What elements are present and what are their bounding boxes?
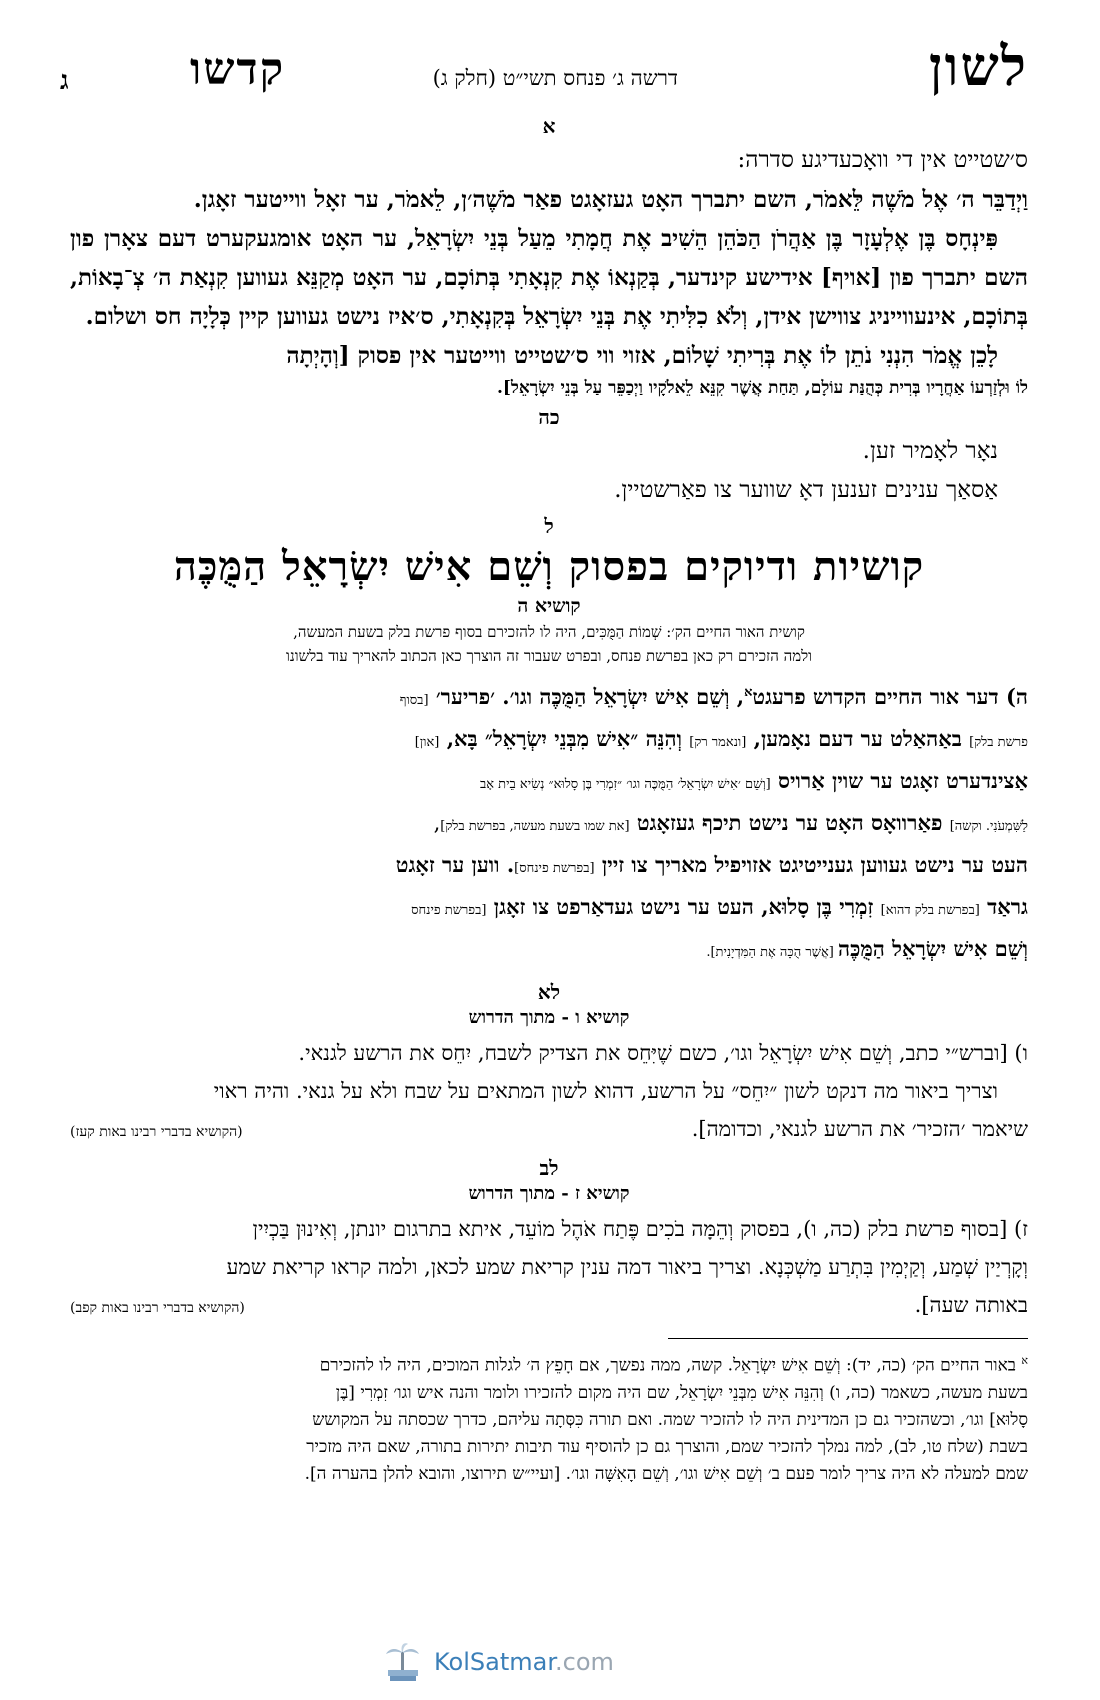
verse-paragraph-1: וַיְדַבֵּר ה׳ אֶל מֹשֶׁה לֵּאמֹר, השם יתברך האָט געזאָגט פאַר מֹשֶׁה׳ן, לֵאמֹר, ער זאָל ווייטער זאָגן. [193,186,1028,213]
kushia-abstract-line-1: קושית האור החיים הק׳: שְׁמוֹת הַמֻּכִּים, היה לו להזכירם בסוף פרשת בלק בשעת המעשה, [293,623,805,641]
kushia-5-line-4 [70,804,1028,846]
kushia-7-reference: (הקושיא בדברי רבינו באות קפב) [70,1300,245,1316]
page-body [70,112,1028,1488]
page-header [60,34,1028,104]
kushia-5-note-d: [און] [414,735,440,750]
kushia-heading-5: קושיא ה [517,595,581,617]
watermark-brand: KolSatmar [434,1648,555,1676]
footnote-line-4: בשבת (שלח טו, לב), למה נמלך להזכיר שמם, והוצרך גם כן להוסיף עוד תיבות יתירות בתורה, שאם היה מזכיר [306,1436,1028,1457]
section-marker-lb: לב [539,1156,559,1180]
kushia-5-note-b: פרשת בלק] [969,735,1028,750]
footnote-line-3: סָלוּא] וגו׳, וכשהזכיר גם כן המדינית היה לו להזכיר שמה. ואם תורה כִּסְּתָה עליהם, כדרך שכסתה על המקושש [312,1409,1028,1430]
kushia-5-text-k: זִמְרִי בֶּן סָלוּא, העט ער נישט געדאַרפט צו זאָגן [486,894,881,919]
kushia-5-note-h: [בפרשת פינחס] [514,861,595,876]
kushia-5-line-6 [70,888,1028,930]
kushia-5-note-c: [ונאמר רק] [689,735,747,750]
footnote-separator [668,1338,1028,1339]
intro-line: ס׳שטייט אין די וואָכעדיגע סדרה: [737,147,1028,173]
kushia-5-text-i: . ווען ער זאָגט [395,852,515,877]
kushia-5-note-a: [בסוף [399,693,429,708]
watermark[interactable] [380,1640,640,1686]
kh-line-2: אַסאַך ענינים זענען דאָ שווער צו פאַרשטיין. [614,477,998,503]
kushia-abstract-line-2: ולמה הזכירם רק כאן בפרשת פנחס, ובפרט שעבור זה הוצרך כאן הכתוב להאריך עוד בלשונו [286,647,812,665]
kushia-5-note-e: [וְשֵׁם ׳אִישׁ יִשְׂרָאֵל׳ הַמֻּכֶּה וגו׳ ״זִמְרִי בֶּן סָלוּא״ נְשִׂיא בֵית אָב [479,777,771,792]
kushia-5-line-5 [70,846,1028,888]
kushia-5-text-g: , [433,811,441,835]
kushia-5-text-f: פאַרוואָס האָט ער נישט תיכף געזאָגט [629,810,950,835]
kushia-5-note-g: [את שמו בשעת מעשה, בפרשת בלק] [440,819,630,834]
kushia-7-line-1: ז) [בסוף פרשת בלק (כה, ו), בפסוק וְהֵמָּה בֹכִים פֶּתַח אֹהֶל מוֹעֵד, איתא בתרגום יונתן, וְאִינוּן בַּכְיִין [252,1217,1028,1241]
kushia-6-last-row [70,1110,1028,1148]
verse-paragraph-2: פִּינְחָס בֶּן אֶלְעָזָר בֶּן אַהֲרֹן הַכֹּהֵן הֵשִׁיב אֶת חֲמָתִי מֵעַל בְּנֵי יִשְׂרָאֵל, ער האָט אומגעקערט דעם צאָרן פון השם יתברך פון [אויף] אידישע קינדער, בְּקַנְאוֹ אֶת קִנְאָתִי בְּתוֹכָם, ער האָט מְקַנֵּא געווען קִנְאַת ה׳ צְ־בָאוֹת, בְּתוֹכָם, אינעווייניג צווישן אידן, וְלֹא כִלִּיתִי אֶת בְּנֵי יִשְׂרָאֵל בְּקִנְאָתִי, ס׳איז נישט געווען קיין כְּלָיָה חס ושלום. [70,225,1028,330]
kushia-5-line-3 [70,762,1028,804]
verse-paragraph-3: לָכֵן אֱמֹר הִנְנִי נֹתֵן לוֹ אֶת בְּרִיתִי שָׁלוֹם, אזוי ווי ס׳שטייט ווייטער אין פסוק [וְהָיְתָה [286,342,998,369]
kushia-5-line-2 [70,720,1028,762]
kushia-6-line-3: שיאמר ׳הזכיר׳ את הרשע לגנאי, וכדומה]. [691,1117,1028,1141]
footnote-line-1 [70,1347,1028,1380]
section-marker-l: ל [544,514,554,538]
kushia-5-text-e: אַצינדערט זאָגט ער שוין אַרויס [770,768,1028,793]
page-number: ג [60,66,69,96]
section-marker-a: א [542,114,556,138]
kushia-5-text-a: ה) דער אור החיים הקדוש פרעגט [752,684,1028,709]
kushia-7-last-row [70,1286,1028,1324]
verse-paragraph-3-continuation: לוֹ וּלְזַרְעוֹ אַחֲרָיו בְּרִית כְּהֻנַּת עוֹלָם, תַּחַת אֲשֶׁר קִנֵּא לֵאלֹקָיו וַיְכַפֵּר עַל בְּנֵי יִשְׂרָאֵל]. [496,378,1028,398]
section-title: קושיות ודיוקים בפסוק וְשֵׁם אִישׁ יִשְׂרָאֵל הַמֻּכֶּה [173,543,925,590]
section-marker-la: לא [537,980,561,1004]
kushia-heading-6: קושיא ו - מתוך הדרוש [468,1007,630,1028]
footnote-line-2: בשעת מעשה, כשאמר (כה, ו) וְהִנֵּה אִישׁ מִבְּנֵי יִשְׂרָאֵל, שם היה מקום להזכירו ולומר והנה איש וגו׳ זִמְרִי [בֶּן [335,1382,1028,1403]
kushia-5-text-l: וְשֵׁם אִישׁ יִשְׂרָאֵל הַמֻּכֶּה [837,936,1028,961]
kushia-5-text-b: , וְשֵׁם אִישׁ יִשְׂרָאֵל הַמֻּכֶּה וגו׳. ׳פריער׳ [435,684,745,709]
kushia-7-line-3: באותה שעה]. [914,1293,1028,1317]
kushia-5-text-c: באַהאַלט ער דעם נאָמען, [746,726,970,751]
kushia-5-line-7 [70,930,1028,972]
footnote-mark: א [1021,1354,1028,1367]
palm-tree-books-icon [380,1640,426,1686]
footnote-text-1: באור החיים הק׳ (כה, יד): וְשֵׁם אִישׁ יִשְׂרָאֵל. קשה, ממה נפשך, אם חָפֵץ ה׳ לגלות המוכים, היה לו להזכירם [319,1355,1016,1376]
kushia-heading-7: קושיא ז - מתוך הדרוש [468,1183,630,1204]
kushia-5-note-k: [אֲשֶׁר הֻכָּה אֶת הַמִּדְיָנִית]. [706,945,838,960]
header-title-right: לשון [928,34,1028,98]
watermark-text [434,1648,614,1676]
kushia-6-line-2: וצריך ביאור מה דנקט לשון ״יִחֵס״ על הרשע, דהוא לשון המתאים על שבח ולא על גנאי. והיה ראוי [213,1079,998,1103]
kushia-5-text-j: גראַד [979,894,1028,919]
header-title-left: קדשו [190,44,286,95]
kushia-5-line-1 [70,674,1028,720]
kushia-5-note-i: [בפרשת בלק דהוא] [880,903,980,918]
kh-line-1: נאָר לאָמיר זען. [862,438,998,464]
kushia-6-reference: (הקושיא בדברי רבינו באות קעז) [70,1124,243,1140]
kushia-5-text-h: העט ער נישט געווען גענייטיגט אזויפיל מאריך צו זיין [594,852,1028,877]
kushia-5-note-j: [בפרשת פינחס [411,903,487,918]
watermark-domain: .com [555,1648,614,1676]
footnote-line-5: שמם למעלה לא היה צריך לומר פעם ב׳ וְשֵׁם אִישׁ וגו׳, וְשֵׁם הָאִשָּׁה וגו׳. [ועיי״ש תירוצו, והובא להלן בהערה ה]. [304,1463,1028,1484]
section-marker-kh: כה [538,405,560,429]
kushia-6-line-1: ו) [וברש״י כתב, וְשֵׁם אִישׁ יִשְׂרָאֵל וגו׳, כשם שֶׁיִּחֵס את הצדיק לשבח, יִחֵס את הרשע לגנאי. [298,1041,1028,1065]
header-subtitle: דרשה ג׳ פנחס תשי״ט (חלק ג) [432,66,678,90]
kushia-5-text-d: וְהִנֵּה ״אִישׁ מִבְּנֵי יִשְׂרָאֵל״ בָּא, [439,726,690,751]
kushia-5-note-f: לַשִּׁמְעֹנִי. וקשה] [949,819,1028,834]
footnote-ref[interactable]: א [744,685,753,700]
kushia-7-line-2: וְקָרְיַין שְׁמַע, וְקַיְמִין בִּתְרַע מַשְׁכְּנָא. וצריך ביאור דמה ענין קריאת שמע לכאן, ולמה קראו קריאת שמע [226,1255,1028,1279]
